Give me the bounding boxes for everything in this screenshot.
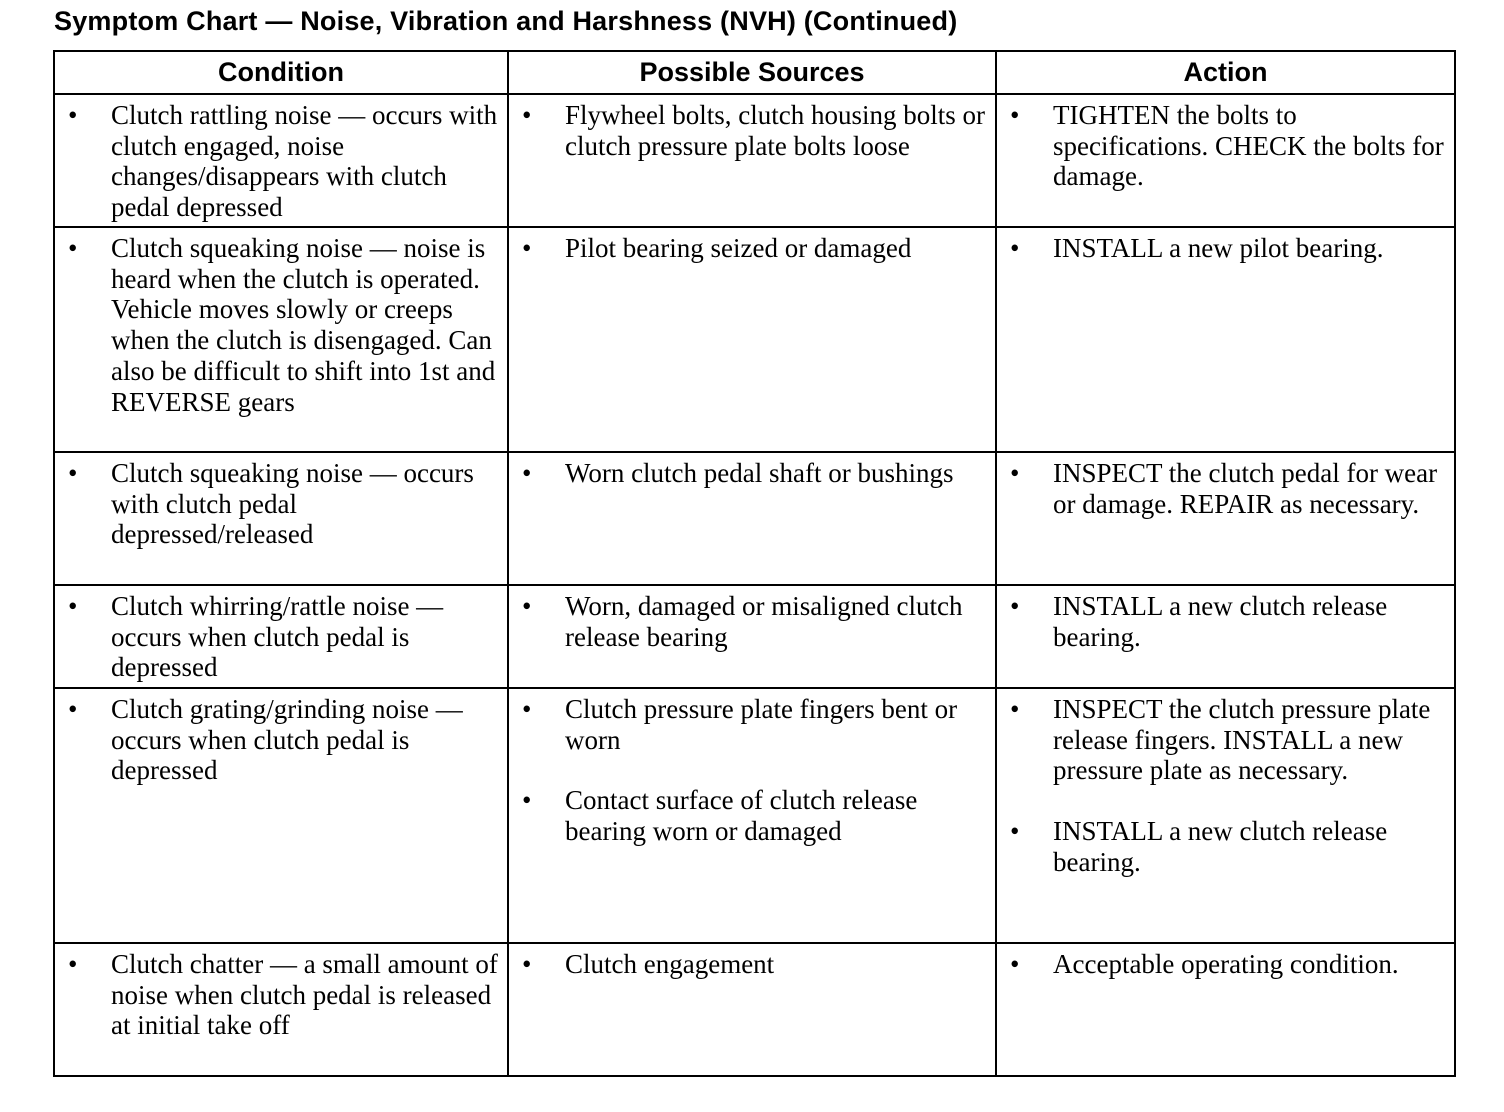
action-cell [996, 452, 1455, 585]
sources-cell [508, 227, 996, 452]
action-item: • INSTALL a new pilot bearing. [997, 233, 1454, 264]
table-row [54, 943, 1455, 1076]
action-item: • INSPECT the clutch pedal for wear or damage. REPAIR as necessary. [997, 458, 1454, 519]
condition-text: • Clutch grating/grinding noise — occurs when clutch pedal is depressed [55, 694, 507, 786]
condition-cell [54, 688, 508, 943]
action-cell [996, 585, 1455, 688]
header-condition: Condition [54, 51, 508, 94]
table-row [54, 94, 1455, 227]
condition-cell [54, 585, 508, 688]
action-item: • Acceptable operating condition. [997, 949, 1454, 980]
condition-text: • Clutch squeaking noise — noise is heard when the clutch is operated. Vehicle moves slowly or creeps when the clutch is disengaged. Can also be difficult to shift into 1st and REVERSE gears [55, 233, 507, 417]
source-item: • Worn, damaged or misaligned clutch release bearing [509, 591, 995, 652]
condition-text: • Clutch rattling noise — occurs with clutch engaged, noise changes/disappears with clutch pedal depressed [55, 100, 507, 223]
header-possible-sources: Possible Sources [508, 51, 996, 94]
action-item: • INSPECT the clutch pressure plate release fingers. INSTALL a new pressure plate as necessary. [997, 694, 1454, 786]
action-cell [996, 943, 1455, 1076]
action-item: • TIGHTEN the bolts to specifications. CHECK the bolts for damage. [997, 100, 1454, 192]
condition-text: • Clutch squeaking noise — occurs with clutch pedal depressed/released [55, 458, 507, 550]
sources-cell [508, 94, 996, 227]
action-cell [996, 94, 1455, 227]
table-row [54, 585, 1455, 688]
sources-cell [508, 452, 996, 585]
condition-text: • Clutch chatter — a small amount of noise when clutch pedal is released at initial take off [55, 949, 507, 1041]
action-item: • INSTALL a new clutch release bearing. [997, 816, 1454, 877]
source-item: • Contact surface of clutch release bearing worn or damaged [509, 785, 995, 846]
sources-cell [508, 943, 996, 1076]
table-row [54, 452, 1455, 585]
condition-cell [54, 943, 508, 1076]
condition-cell [54, 452, 508, 585]
sources-cell [508, 585, 996, 688]
condition-cell [54, 227, 508, 452]
source-item: • Worn clutch pedal shaft or bushings [509, 458, 995, 489]
table-row [54, 688, 1455, 943]
header-action: Action [996, 51, 1455, 94]
symptom-table [53, 50, 1456, 1077]
condition-text: • Clutch whirring/rattle noise — occurs when clutch pedal is depressed [55, 591, 507, 683]
page-title: Symptom Chart — Noise, Vibration and Harshness (NVH) (Continued) [54, 6, 958, 36]
sources-cell [508, 688, 996, 943]
table-row [54, 227, 1455, 452]
action-item: • INSTALL a new clutch release bearing. [997, 591, 1454, 652]
source-item: • Clutch engagement [509, 949, 995, 980]
action-cell [996, 227, 1455, 452]
source-item: • Flywheel bolts, clutch housing bolts or clutch pressure plate bolts loose [509, 100, 995, 161]
action-cell [996, 688, 1455, 943]
table-header-row [54, 51, 1455, 94]
source-item: • Pilot bearing seized or damaged [509, 233, 995, 264]
source-item: • Clutch pressure plate fingers bent or worn [509, 694, 995, 755]
condition-cell [54, 94, 508, 227]
